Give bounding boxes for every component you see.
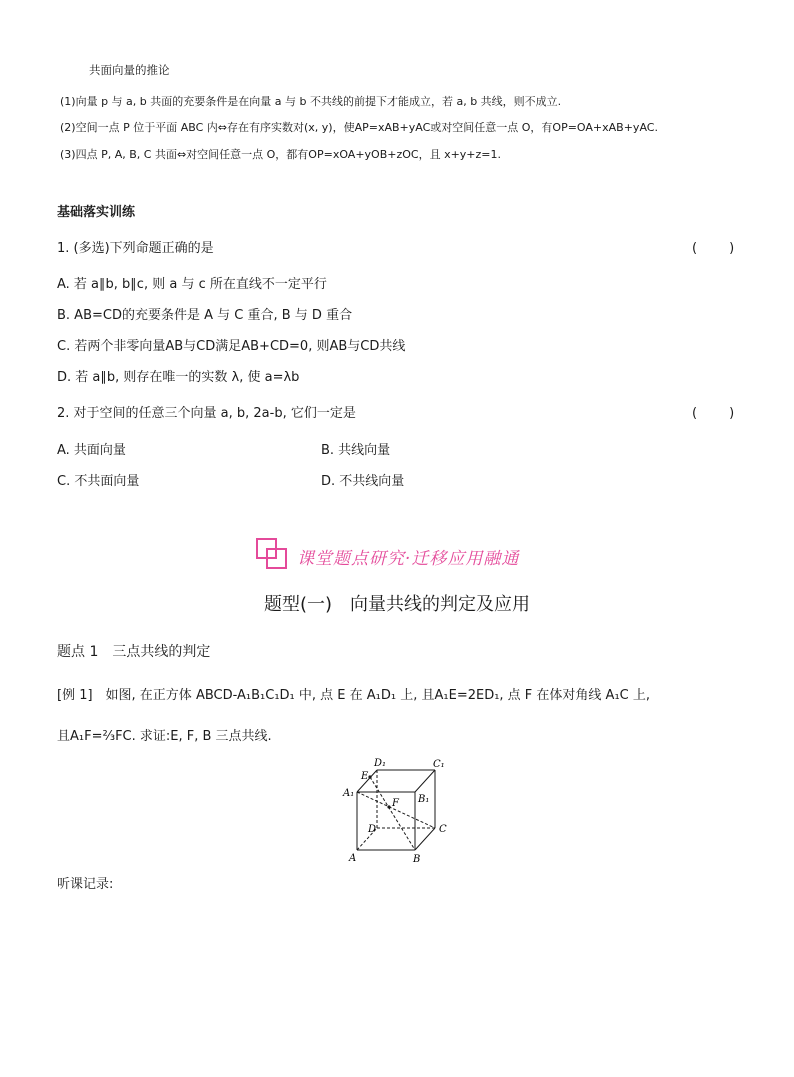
question-1-option-b: B. AB=CD的充要条件是 A 与 C 重合, B 与 D 重合: [57, 308, 353, 323]
question-1-option-a: A. 若 a∥b, b∥c, 则 a 与 c 所在直线不一定平行: [57, 277, 327, 292]
question-2-option-c: C. 不共面向量: [57, 474, 140, 489]
question-1-answer-paren: ( ): [692, 241, 737, 256]
notes-title: 共面向量的推论: [89, 63, 170, 77]
point-f: [387, 805, 390, 808]
question-1-option-d: D. 若 a∥b, 则存在唯一的实数 λ, 使 a=λb: [57, 370, 300, 385]
topic-heading: 题点 1 三点共线的判定: [57, 644, 211, 660]
overlapping-squares-icon: [255, 537, 289, 575]
question-2-option-a: A. 共面向量: [57, 443, 126, 458]
label-d1: D₁: [374, 758, 387, 769]
label-c1: C₁: [433, 759, 445, 770]
notes-line-3: (3)四点 P, A, B, C 共面⇔对空间任意一点 O，都有OP=xOA+yOB+zOC，且 x+y+z=1.: [60, 148, 502, 161]
example-line-2: 且A₁F=⅔FC. 求证:E, F, B 三点共线.: [57, 729, 272, 744]
label-b: B: [413, 854, 421, 865]
label-c: C: [439, 824, 447, 835]
label-f: F: [392, 798, 399, 809]
notes-line-1: (1)向量 p 与 a, b 共面的充要条件是在向量 a 与 b 不共线的前提下才能成立，若 a, b 共线，则不成立.: [60, 95, 562, 108]
question-1-option-c: C. 若两个非零向量AB与CD满足AB+CD=0, 则AB与CD共线: [57, 339, 406, 354]
edge-b-c: [415, 828, 435, 850]
type-heading: 题型(一) 向量共线的判定及应用: [263, 594, 531, 615]
question-1-stem: 1. (多选)下列命题正确的是: [57, 241, 214, 256]
question-2-answer-paren: ( ): [692, 406, 737, 421]
label-d: D: [368, 824, 377, 835]
section-banner: [255, 537, 519, 575]
point-e: [368, 775, 371, 778]
question-2-option-d: D. 不共线向量: [321, 474, 405, 489]
segment-e-b: [370, 777, 415, 850]
cube-figure: [335, 755, 465, 869]
section-title: 基础落实训练: [57, 205, 136, 220]
question-2-stem: 2. 对于空间的任意三个向量 a, b, 2a-b, 它们一定是: [57, 406, 356, 421]
example-line-1: [例 1] 如图, 在正方体 ABCD-A₁B₁C₁D₁ 中, 点 E 在 A₁D₁ 上, 且A₁E=2ED₁, 点 F 在体对角线 A₁C 上,: [57, 688, 650, 703]
banner-text: 课堂题点研究·迁移应用融通: [297, 548, 520, 569]
label-b1: B₁: [418, 794, 430, 805]
label-e: E: [361, 771, 369, 782]
listening-notes-label: 听课记录:: [57, 877, 114, 892]
label-a: A: [349, 853, 357, 864]
notes-line-2: (2)空间一点 P 位于平面 ABC 内⇔存在有序实数对(x, y)，使AP=xAB+yAC或对空间任意一点 O，有OP=OA+xAB+yAC.: [60, 121, 658, 134]
question-2-option-b: B. 共线向量: [321, 443, 391, 458]
edge-b1-c1: [415, 770, 435, 792]
label-a1: A₁: [343, 788, 355, 799]
